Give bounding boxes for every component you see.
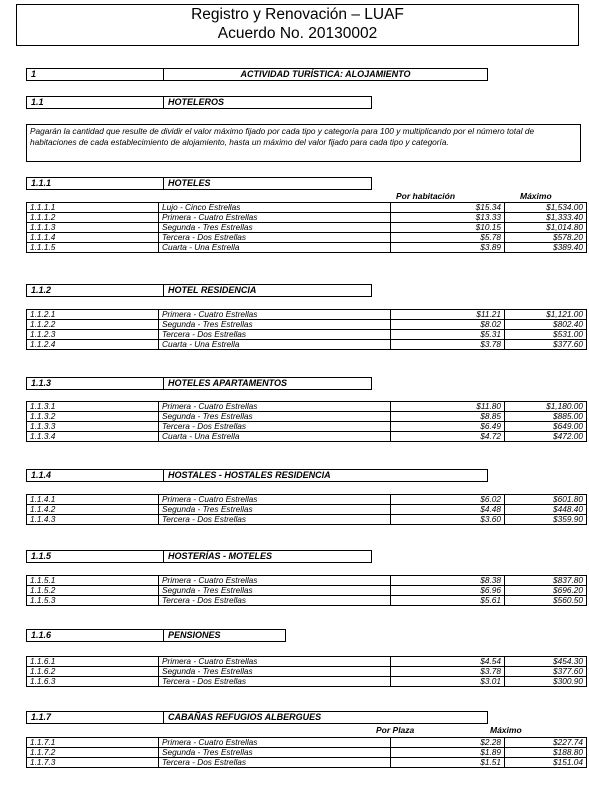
rate-category: Cuarta - Una Estrella [159,243,391,253]
column-header-max: Máximo [520,191,552,201]
table-row [27,412,587,422]
rate-max-value: $885.00 [505,412,587,422]
rate-code: 1.1.1.1 [27,203,159,213]
rate-code: 1.1.1.2 [27,213,159,223]
table-row [27,402,587,412]
rate-code: 1.1.3.4 [27,432,159,442]
title-line-2: Acuerdo No. 20130002 [217,25,378,42]
rates-table [26,656,587,687]
rate-category: Primera - Cuatro Estrellas [159,657,391,667]
activity-title: ACTIVIDAD TURÍSTICA: ALOJAMIENTO [163,69,487,80]
rate-max-value: $837.80 [505,576,587,586]
table-row [27,310,587,320]
section-header [26,177,372,190]
rate-category: Cuarta - Una Estrella [159,340,391,350]
rate-unit-value: $13.33 [391,213,505,223]
document-title [16,4,579,46]
table-row [27,223,587,233]
rate-max-value: $359.90 [505,515,587,525]
rate-category: Primera - Cuatro Estrellas [159,495,391,505]
group-header [26,96,372,109]
rate-unit-value: $4.48 [391,505,505,515]
rate-code: 1.1.7.2 [27,748,159,758]
section-title: HOSTALES - HOSTALES RESIDENCIA [163,470,331,481]
rate-unit-value: $11.21 [391,310,505,320]
rate-max-value: $454.30 [505,657,587,667]
rate-category: Primera - Cuatro Estrellas [159,576,391,586]
rate-category: Tercera - Dos Estrellas [159,677,391,687]
section-code: 1.1.2 [31,285,52,295]
rate-code: 1.1.6.1 [27,657,159,667]
rate-code: 1.1.6.2 [27,667,159,677]
rates-table [26,401,587,442]
section-code: 1.1.3 [31,378,52,388]
rate-code: 1.1.5.2 [27,586,159,596]
activity-code: 1 [31,69,37,79]
rate-category: Segunda - Tres Estrellas [159,320,391,330]
rate-category: Primera - Cuatro Estrellas [159,213,391,223]
section-code: 1.1.5 [31,551,52,561]
rate-max-value: $151.04 [505,758,587,768]
rate-unit-value: $10.15 [391,223,505,233]
table-row [27,576,587,586]
rate-unit-value: $6.02 [391,495,505,505]
rate-unit-value: $3.89 [391,243,505,253]
section-title: PENSIONES [163,630,221,641]
table-row [27,330,587,340]
rate-code: 1.1.2.3 [27,330,159,340]
section-header [26,711,488,724]
table-row [27,233,587,243]
rate-unit-value: $2.28 [391,738,505,748]
rates-table [26,309,587,350]
section-title: HOTEL RESIDENCIA [163,285,256,296]
table-row [27,340,587,350]
rate-max-value: $601.80 [505,495,587,505]
table-row [27,657,587,667]
rate-category: Segunda - Tres Estrellas [159,223,391,233]
rates-table [26,575,587,606]
section-header [26,284,372,297]
table-row [27,495,587,505]
section-title: CABAÑAS REFUGIOS ALBERGUES [163,712,321,723]
group-code: 1.1 [31,97,44,107]
table-row [27,213,587,223]
rate-category: Tercera - Dos Estrellas [159,758,391,768]
group-title: HOTELEROS [163,97,224,108]
rate-max-value: $1,534.00 [505,203,587,213]
rate-unit-value: $5.31 [391,330,505,340]
rate-code: 1.1.1.4 [27,233,159,243]
rate-unit-value: $3.78 [391,667,505,677]
rate-unit-value: $8.02 [391,320,505,330]
rate-max-value: $389.40 [505,243,587,253]
rate-unit-value: $8.85 [391,412,505,422]
rate-code: 1.1.5.1 [27,576,159,586]
rate-category: Segunda - Tres Estrellas [159,586,391,596]
table-row [27,203,587,213]
rate-max-value: $377.60 [505,340,587,350]
rate-code: 1.1.5.3 [27,596,159,606]
rate-unit-value: $1.89 [391,748,505,758]
rate-code: 1.1.2.1 [27,310,159,320]
column-header-unit: Por Plaza [376,725,415,735]
rate-max-value: $696.20 [505,586,587,596]
section-header [26,550,372,563]
rate-unit-value: $8.38 [391,576,505,586]
rate-category: Tercera - Dos Estrellas [159,233,391,243]
rate-unit-value: $4.72 [391,432,505,442]
section-code: 1.1.4 [31,470,52,480]
table-row [27,505,587,515]
section-code: 1.1.7 [31,712,52,722]
rate-category: Primera - Cuatro Estrellas [159,310,391,320]
rate-category: Tercera - Dos Estrellas [159,422,391,432]
rate-max-value: $531.00 [505,330,587,340]
rate-category: Tercera - Dos Estrellas [159,596,391,606]
table-row [27,758,587,768]
rates-table [26,202,587,253]
rate-unit-value: $6.96 [391,586,505,596]
column-header-max: Máximo [490,725,522,735]
table-row [27,596,587,606]
rate-max-value: $1,121.00 [505,310,587,320]
description-box: Pagarán la cantidad que resulte de dividir el valor máximo fijado por cada tipo y categoría para 100 y multiplicando por el número total de habitaciones de cada establecimiento de alojamiento, hasta un máximo del valor fijado para cada tipo y categoría. [26,124,581,162]
section-header [26,629,286,642]
rate-unit-value: $15.34 [391,203,505,213]
rate-category: Tercera - Dos Estrellas [159,330,391,340]
rate-code: 1.1.7.1 [27,738,159,748]
rate-max-value: $227.74 [505,738,587,748]
rate-unit-value: $5.61 [391,596,505,606]
section-header [26,377,372,390]
section-code: 1.1.6 [31,630,52,640]
rate-code: 1.1.7.3 [27,758,159,768]
rate-max-value: $300.90 [505,677,587,687]
rate-max-value: $578.20 [505,233,587,243]
rate-max-value: $1,180.00 [505,402,587,412]
rate-category: Segunda - Tres Estrellas [159,667,391,677]
rate-category: Segunda - Tres Estrellas [159,505,391,515]
rate-max-value: $1,014.80 [505,223,587,233]
rate-code: 1.1.2.4 [27,340,159,350]
rate-category: Cuarta - Una Estrella [159,432,391,442]
rate-category: Lujo - Cinco Estrellas [159,203,391,213]
rate-category: Segunda - Tres Estrellas [159,412,391,422]
table-row [27,677,587,687]
rate-unit-value: $1.51 [391,758,505,768]
rate-unit-value: $3.78 [391,340,505,350]
rate-code: 1.1.3.3 [27,422,159,432]
rate-max-value: $448.40 [505,505,587,515]
rate-code: 1.1.4.2 [27,505,159,515]
rate-code: 1.1.4.1 [27,495,159,505]
rate-unit-value: $6.49 [391,422,505,432]
rate-max-value: $560.50 [505,596,587,606]
section-title: HOTELES [163,178,211,189]
rate-unit-value: $3.01 [391,677,505,687]
rate-category: Segunda - Tres Estrellas [159,748,391,758]
rate-max-value: $472.00 [505,432,587,442]
table-row [27,738,587,748]
rate-code: 1.1.1.5 [27,243,159,253]
rate-code: 1.1.3.1 [27,402,159,412]
rate-unit-value: $3.60 [391,515,505,525]
rate-unit-value: $11.80 [391,402,505,412]
rates-table [26,737,587,768]
rates-table [26,494,587,525]
rate-unit-value: $4.54 [391,657,505,667]
column-header-unit: Por habitación [396,191,456,201]
section-title: HOTELES APARTAMENTOS [163,378,287,389]
activity-header [26,68,488,81]
rate-max-value: $188.80 [505,748,587,758]
table-row [27,243,587,253]
rate-code: 1.1.3.2 [27,412,159,422]
rate-max-value: $802.40 [505,320,587,330]
section-code: 1.1.1 [31,178,52,188]
rate-code: 1.1.1.3 [27,223,159,233]
table-row [27,667,587,677]
rate-code: 1.1.2.2 [27,320,159,330]
rate-unit-value: $5.78 [391,233,505,243]
rate-code: 1.1.6.3 [27,677,159,687]
rate-category: Tercera - Dos Estrellas [159,515,391,525]
rate-category: Primera - Cuatro Estrellas [159,738,391,748]
section-header [26,469,488,482]
rate-max-value: $377.60 [505,667,587,677]
rate-code: 1.1.4.3 [27,515,159,525]
table-row [27,432,587,442]
table-row [27,515,587,525]
table-row [27,320,587,330]
rate-category: Primera - Cuatro Estrellas [159,402,391,412]
table-row [27,422,587,432]
table-row [27,748,587,758]
title-line-1: Registro y Renovación – LUAF [191,6,404,23]
rate-max-value: $649.00 [505,422,587,432]
rate-max-value: $1,333.40 [505,213,587,223]
section-title: HOSTERÍAS - MOTELES [163,551,272,562]
table-row [27,586,587,596]
